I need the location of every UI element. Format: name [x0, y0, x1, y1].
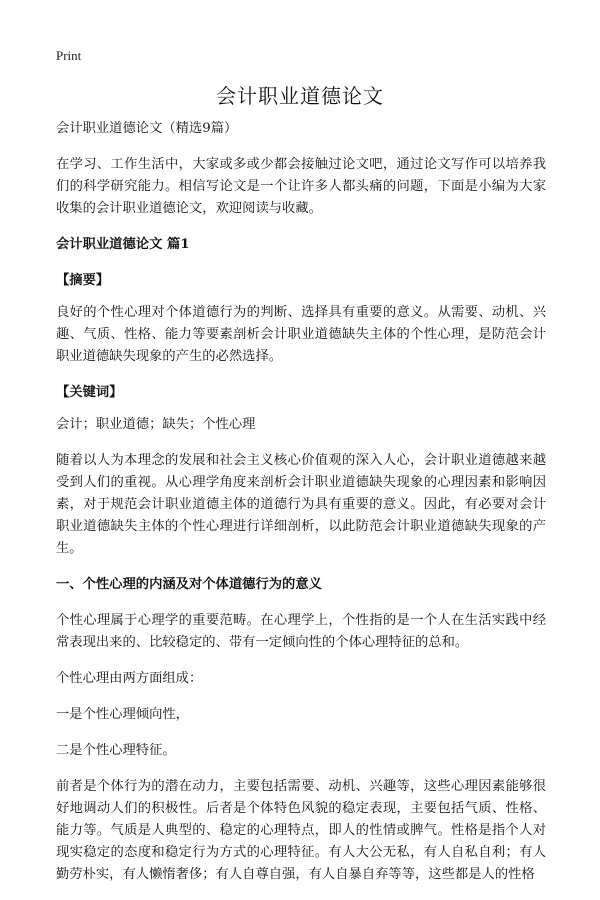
article-heading: 会计职业道德论文 篇1 — [56, 237, 190, 252]
document-body — [56, 118, 546, 900]
keywords-paragraph: 会计；职业道德；缺失；个性心理 — [56, 417, 256, 432]
keywords-heading: 【关键词】 — [56, 385, 123, 400]
document-title: 会计职业道德论文 — [216, 84, 384, 108]
body-paragraph-6: 前者是个体行为的潜在动力，主要包括需要、动机、兴趣等，这些心理因素能够很好地调动人们的积极性。后者是个体特色风貌的稳定表现，主要包括气质、性格、能力等。气质是人典型的、稳定的心理特点，即人的性情或脾气。性格是指个人对现实稳定的态度和稳定行为方式的心理特征。有人大公无私，有人自私自利；有人勤劳朴实，有人懒惰奢侈；有人自尊自强，有人自暴自弃等等，这些都是人的性格 — [56, 779, 546, 882]
section-heading-1: 一、个性心理的内涵及对个体道德行为的意义 — [56, 577, 322, 592]
body-paragraph-4: 一是个性心理倾向性， — [56, 707, 189, 722]
abstract-paragraph: 良好的个性心理对个体道德行为的判断、选择具有重要的意义。从需要、动机、兴趣、气质、性格、能力等要素剖析会计职业道德缺失主体的个性心理，是防范会计职业道德缺失现象的产生的必然选择。 — [56, 305, 546, 364]
document-subtitle: 会计职业道德论文（精选9篇） — [56, 121, 238, 136]
body-paragraph-5: 二是个性心理特征。 — [56, 743, 176, 758]
body-paragraph-3: 个性心理由两方面组成： — [56, 671, 203, 686]
body-paragraph-2: 个性心理属于心理学的重要范畴。在心理学上，个性指的是一个人在生活实践中经常表现出来的、比较稳定的、带有一定倾向性的个体心理特征的总和。 — [56, 613, 546, 650]
body-paragraph-1: 随着以人为本理念的发展和社会主义核心价值观的深入人心，会计职业道德越来越受到人们的重视。从心理学角度来剖析会计职业道德缺失现象的心理因素和影响因素，对于规范会计职业道德主体的道德行为具有重要的意义。因此，有必要对会计职业道德缺失主体的个性心理进行详细剖析，以此防范会计职业道德缺失现象的产生。 — [56, 453, 546, 556]
intro-paragraph: 在学习、工作生活中，大家或多或少都会接触过论文吧，通过论文写作可以培养我们的科学研究能力。相信写论文是一个让许多人都头痛的问题，下面是小编为大家收集的会计职业道德论文，欢迎阅读与收藏。 — [56, 157, 546, 216]
abstract-heading: 【摘要】 — [56, 273, 110, 288]
print-link[interactable]: Print — [56, 48, 82, 63]
